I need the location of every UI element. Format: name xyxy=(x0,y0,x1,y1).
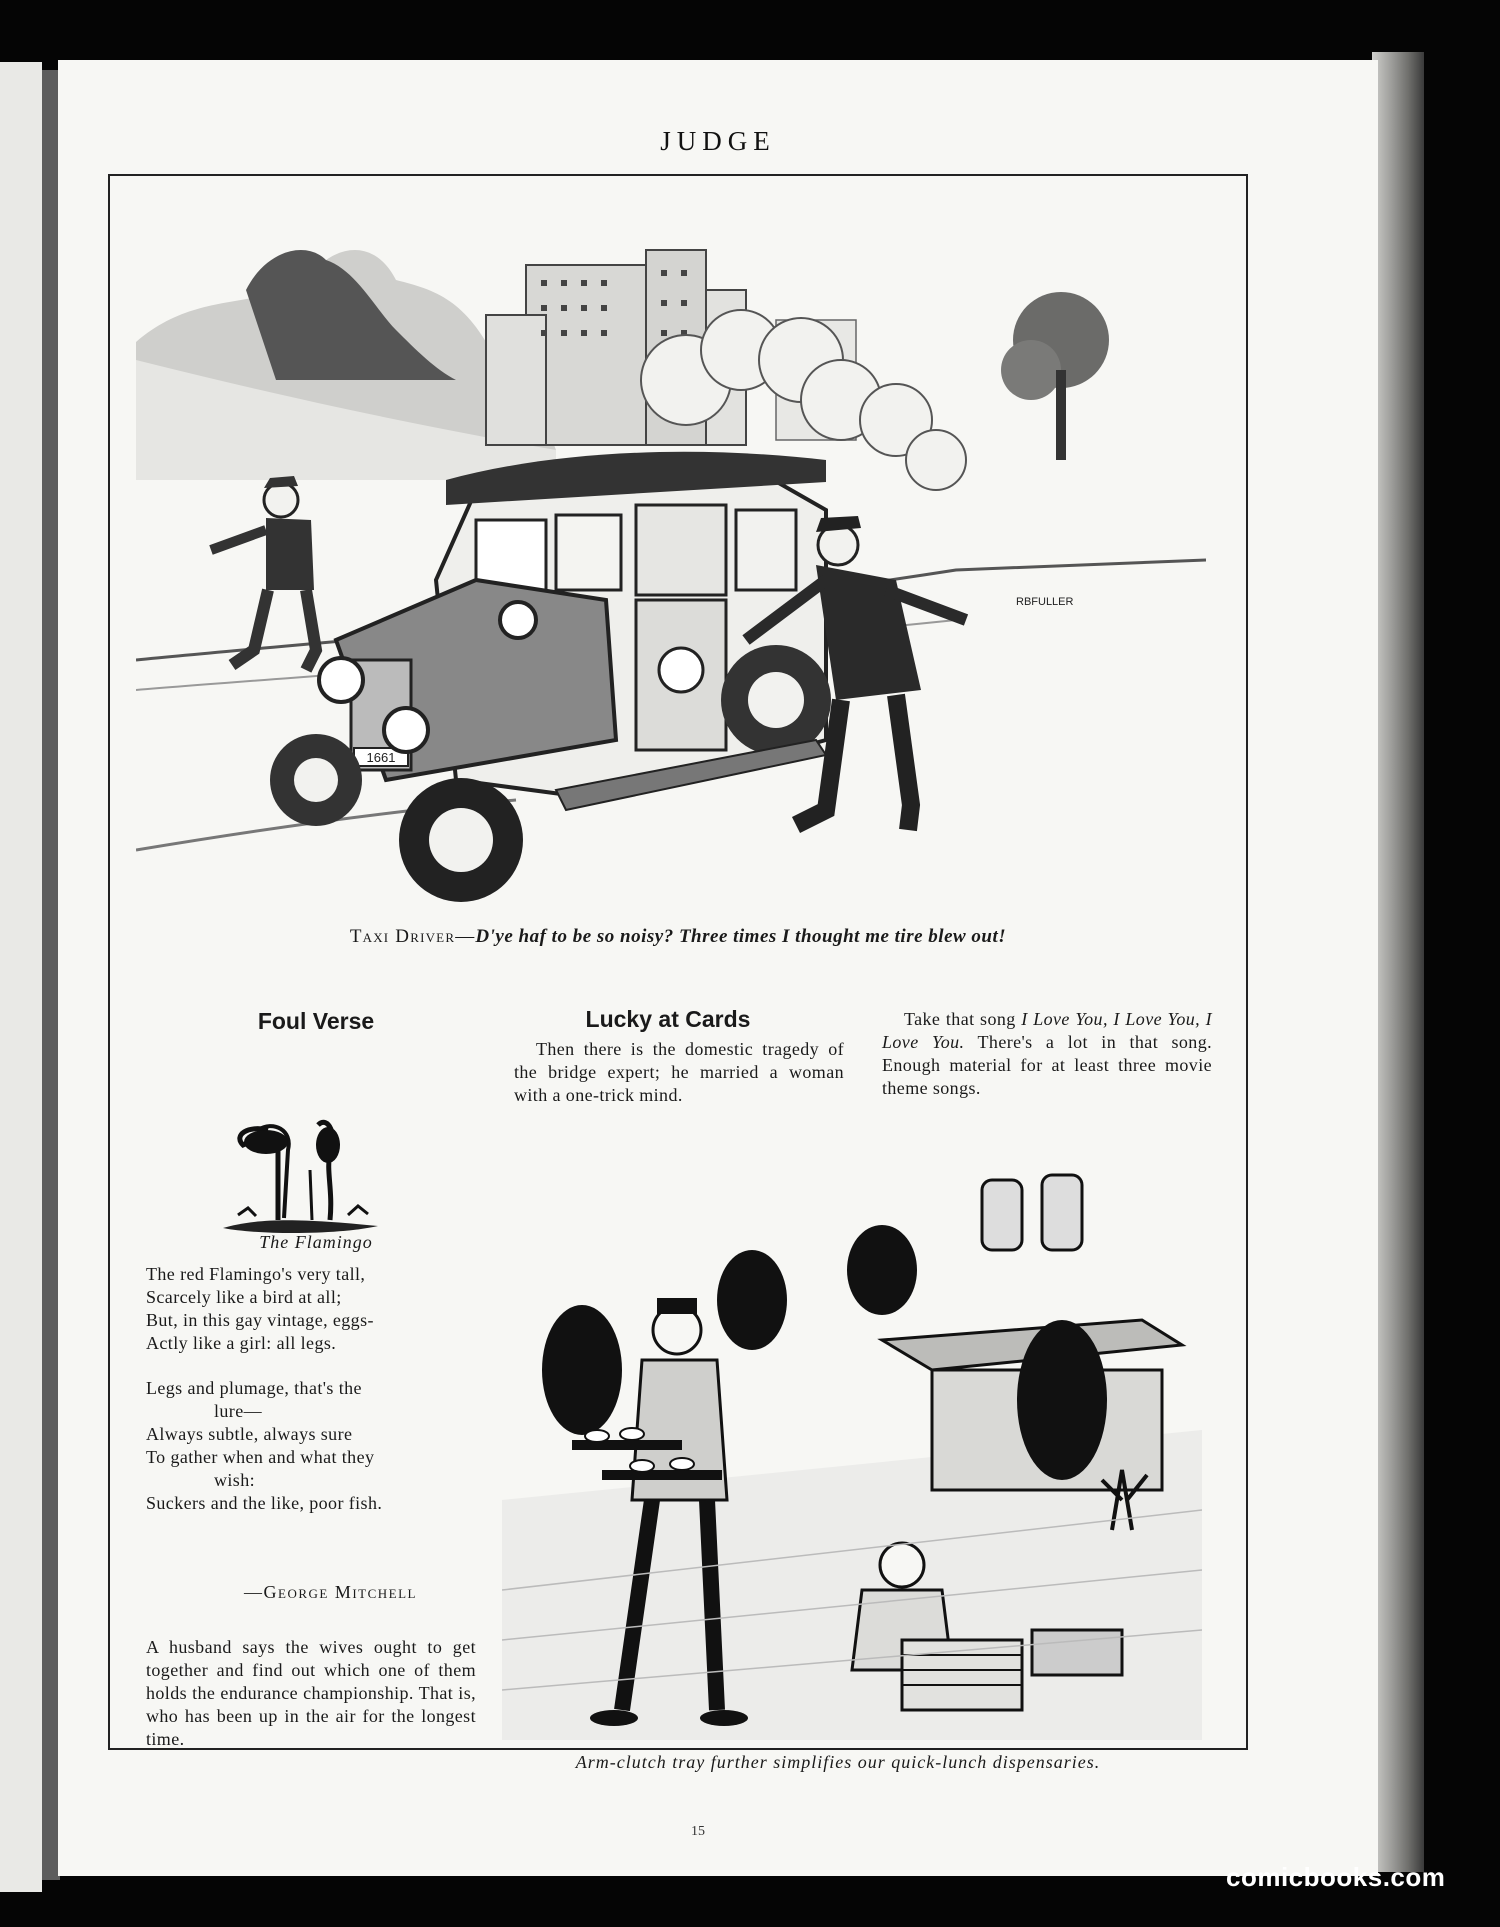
license-plate: 1661 xyxy=(366,750,396,765)
love-song-text-start: Take that song xyxy=(904,1009,1022,1029)
poem-line: Legs and plumage, that's the xyxy=(146,1378,362,1398)
taxi-caption xyxy=(208,926,1148,948)
caption-line: D'ye haf to be so noisy? Three times I thought me tire blew out! xyxy=(475,926,1007,947)
love-song-title: I Love You, I Love You, I Love You. xyxy=(882,1009,1212,1052)
poem-line: lure— xyxy=(214,1401,262,1421)
artist-signature: RBFULLER xyxy=(1016,596,1074,608)
poem-line: Always subtle, always sure xyxy=(146,1424,353,1444)
flamingo-poem xyxy=(146,1263,486,1515)
quick-lunch-caption: Arm-clutch tray further simplifies our quick-lunch dispensaries. xyxy=(575,1752,1101,1772)
poem-line: Suckers and the like, poor fish. xyxy=(146,1493,383,1513)
love-song-text-end: There's a lot in that song. Enough material for at least three movie theme songs. xyxy=(882,1032,1212,1098)
caption-speaker: Taxi Driver— xyxy=(349,926,476,947)
quick-lunch-cartoon-illustration xyxy=(502,1170,1202,1740)
running-head: JUDGE xyxy=(660,126,776,156)
poem-line: Scarcely like a bird at all; xyxy=(146,1287,342,1307)
watermark: comicbooks.com xyxy=(1226,1862,1446,1892)
poem-line: The red Flamingo's very tall, xyxy=(146,1264,366,1284)
stanza-break xyxy=(146,1355,486,1377)
page-number: 15 xyxy=(691,1824,705,1839)
husband-paragraph: A husband says the wives ought to get together and find out which one of them holds the endurance championship. That is, who has been up in the air for the longest time. xyxy=(146,1637,476,1749)
magazine-page xyxy=(58,60,1378,1876)
poem-line: wish: xyxy=(214,1470,256,1490)
taxi-cartoon-illustration xyxy=(136,220,1206,920)
lucky-at-cards-heading: Lucky at Cards xyxy=(585,1006,751,1032)
poem-line: But, in this gay vintage, eggs- xyxy=(146,1310,374,1330)
lucky-at-cards-text: Then there is the domestic tragedy of the bridge expert; he married a woman with a one-trick mind. xyxy=(514,1039,844,1105)
poem-line: To gather when and what they xyxy=(146,1447,375,1467)
facing-page-edge xyxy=(0,62,42,1892)
foul-verse-heading: Foul Verse xyxy=(257,1008,375,1034)
page-stack-edge xyxy=(1372,52,1424,1872)
poem-title: The Flamingo xyxy=(259,1232,373,1252)
love-song-paragraph xyxy=(882,1008,1212,1100)
poem-byline: —George Mitchell xyxy=(244,1582,417,1602)
poem-line: Actly like a girl: all legs. xyxy=(146,1333,337,1353)
flamingo-illustration xyxy=(218,1110,398,1240)
